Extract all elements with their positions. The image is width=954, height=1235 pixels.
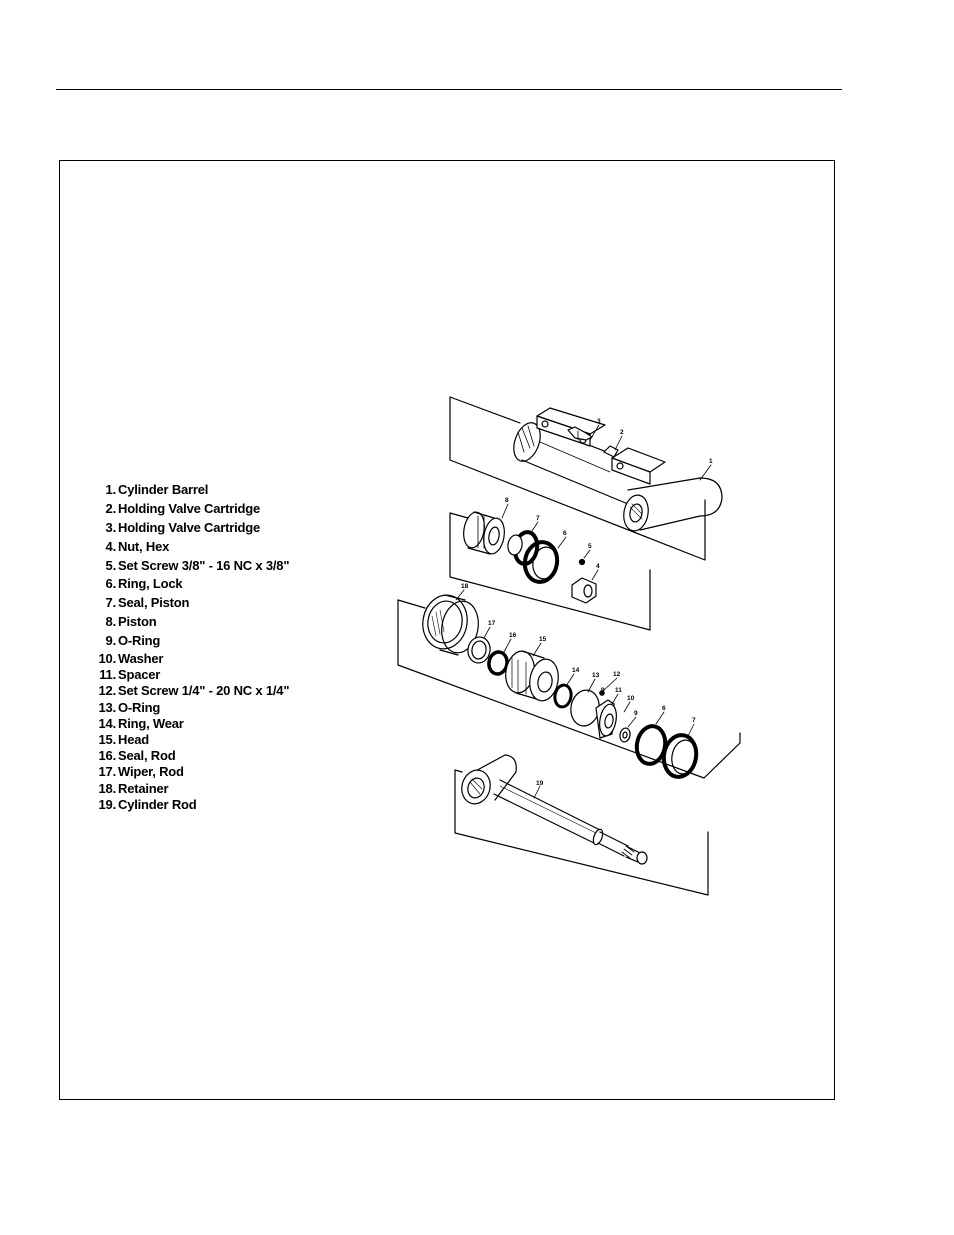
callout-19: 19 xyxy=(536,780,544,787)
callout-8: 8 xyxy=(505,497,509,504)
callout-10: 10 xyxy=(627,695,635,702)
legend-item-14: 14. Ring, Wear xyxy=(98,715,184,731)
callouts-rod xyxy=(534,786,540,798)
callout-5: 5 xyxy=(588,543,592,550)
piston xyxy=(461,511,507,556)
callout-16: 16 xyxy=(509,632,517,639)
callout-14: 14 xyxy=(572,667,580,674)
legend-item-2: 2. Holding Valve Cartridge xyxy=(105,500,261,516)
header-rule xyxy=(56,89,842,90)
legend-item-8: 8. Piston xyxy=(105,614,157,630)
holding-valve-block xyxy=(537,408,665,484)
callout-7-piston: 7 xyxy=(536,515,540,522)
callout-15: 15 xyxy=(539,636,547,643)
legend-item-19: 19. Cylinder Rod xyxy=(98,796,197,812)
callout-4: 4 xyxy=(596,563,600,570)
legend-item-4: 4. Nut, Hex xyxy=(105,538,170,554)
legend-item-17: 17. Wiper, Rod xyxy=(98,764,184,780)
legend-item-10: 10. Washer xyxy=(98,651,164,667)
cylinder-barrel xyxy=(509,419,722,533)
legend-item-3: 3. Holding Valve Cartridge xyxy=(105,519,261,535)
legend-item-5: 5. Set Screw 3/8" - 16 NC x 3/8" xyxy=(105,557,290,573)
set-screw-3-8 xyxy=(580,560,585,565)
callout-3: 3 xyxy=(597,418,601,425)
callout-1: 1 xyxy=(709,458,713,465)
legend-item-7: 7. Seal, Piston xyxy=(105,595,190,611)
legend-item-1: 1. Cylinder Barrel xyxy=(105,482,209,497)
callout-9: 9 xyxy=(634,710,638,717)
parts-legend xyxy=(92,481,342,813)
callout-7: 7 xyxy=(692,717,696,724)
callout-13: 13 xyxy=(592,672,600,679)
o-ring-9 xyxy=(623,732,628,739)
callouts-head xyxy=(456,590,694,736)
legend-item-9: 9. O-Ring xyxy=(105,633,161,649)
callout-11: 11 xyxy=(615,687,622,694)
callout-12: 12 xyxy=(613,671,621,678)
legend-item-18: 18. Retainer xyxy=(98,780,169,796)
washer xyxy=(619,727,631,743)
legend-item-12: 12. Set Screw 1/4" - 20 NC x 1/4" xyxy=(98,683,290,699)
legend-item-15: 15. Head xyxy=(98,731,149,747)
head xyxy=(503,649,562,703)
legend-item-13: 13. O-Ring xyxy=(98,699,161,715)
legend-item-16: 16. Seal, Rod xyxy=(98,748,176,764)
callout-6: 6 xyxy=(662,705,666,712)
callout-9-head: 9 xyxy=(601,687,605,694)
legend-item-6: 6. Ring, Lock xyxy=(105,576,183,592)
legend-item-11: 11. Spacer xyxy=(99,667,161,683)
callout-17: 17 xyxy=(488,620,496,627)
cylinder-rod xyxy=(458,755,647,864)
callout-6-piston: 6 xyxy=(563,530,567,537)
seal-piston xyxy=(506,530,539,565)
exploded-view-diagram xyxy=(380,380,760,900)
spacer xyxy=(596,700,619,738)
nut-hex xyxy=(572,578,596,603)
callout-2: 2 xyxy=(620,429,624,436)
callout-18: 18 xyxy=(461,583,469,590)
